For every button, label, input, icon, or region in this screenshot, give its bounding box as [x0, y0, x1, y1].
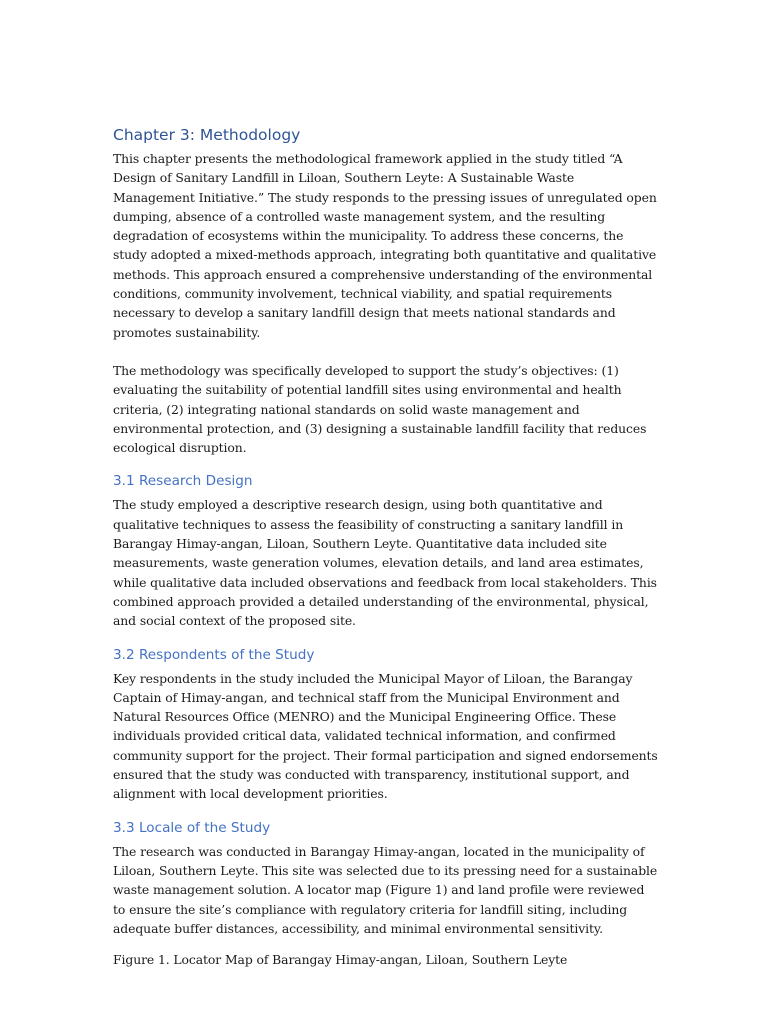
- intro-paragraph-1: This chapter presents the methodological framework applied in the study titled “A Design of Sanitary Landfill in Liloan, Southern Leyte: A Sustainable Waste Management Initiative.” The study responds to the pressing issues of unregulated open dumping, absence of a controlled waste management system, and the resulting degradation of ecosystems within the municipality. To address these concerns, the study adopted a mixed-methods approach, integrating both quantitative and qualitative methods. This approach ensured a comprehensive understanding of the environmental conditions, community involvement, technical viability, and spatial requirements necessary to develop a sanitary landfill design that meets national standards and promotes sustainability.: [113, 151, 657, 340]
- figure-caption: Figure 1. Locator Map of Barangay Himay-angan, Liloan, Southern Leyte: [113, 952, 568, 968]
- section-heading-research-design: 3.1 Research Design: [113, 473, 253, 490]
- document-page: [113, 124, 658, 969]
- section-heading-locale: 3.3 Locale of the Study: [113, 819, 271, 836]
- chapter-title: Chapter 3: Methodology: [113, 126, 301, 144]
- section-body-locale: The research was conducted in Barangay Himay-angan, located in the municipality of Liloan, Southern Leyte. This site was selected due to its pressing need for a sustainable waste management solution. A locator map (Figure 1) and land profile were reviewed to ensure the site’s compliance with regulatory criteria for landfill siting, including adequate buffer distances, accessibility, and minimal environmental sensitivity.: [113, 843, 658, 936]
- intro-paragraph-2: The methodology was specifically developed to support the study’s objectives: (1) evaluating the suitability of potential landfill sites using environmental and health criteria, (2) integrating national standards on solid waste management and environmental protection, and (3) designing a sustainable landfill facility that reduces ecological disruption.: [113, 362, 647, 456]
- section-heading-respondents: 3.2 Respondents of the Study: [113, 646, 315, 663]
- section-body-research-design: The study employed a descriptive research design, using both quantitative and qualitative techniques to assess the feasibility of constructing a sanitary landfill in Barangay Himay-angan, Liloan, Southern Leyte. Quantitative data included site measurements, waste generation volumes, elevation details, and land area estimates, while qualitative data included observations and feedback from local stakeholders. This combined approach provided a detailed understanding of the environmental, physical, and social context of the proposed site.: [113, 497, 657, 629]
- section-body-respondents: Key respondents in the study included the Municipal Mayor of Liloan, the Barangay Captain of Himay-angan, and technical staff from the Municipal Environment and Natural Resources Office (MENRO) and the Municipal Engineering Office. These individuals provided critical data, validated technical information, and confirmed community support for the project. Their formal participation and signed endorsements ensured that the study was conducted with transparency, institutional support, and alignment with local development priorities.: [113, 670, 658, 802]
